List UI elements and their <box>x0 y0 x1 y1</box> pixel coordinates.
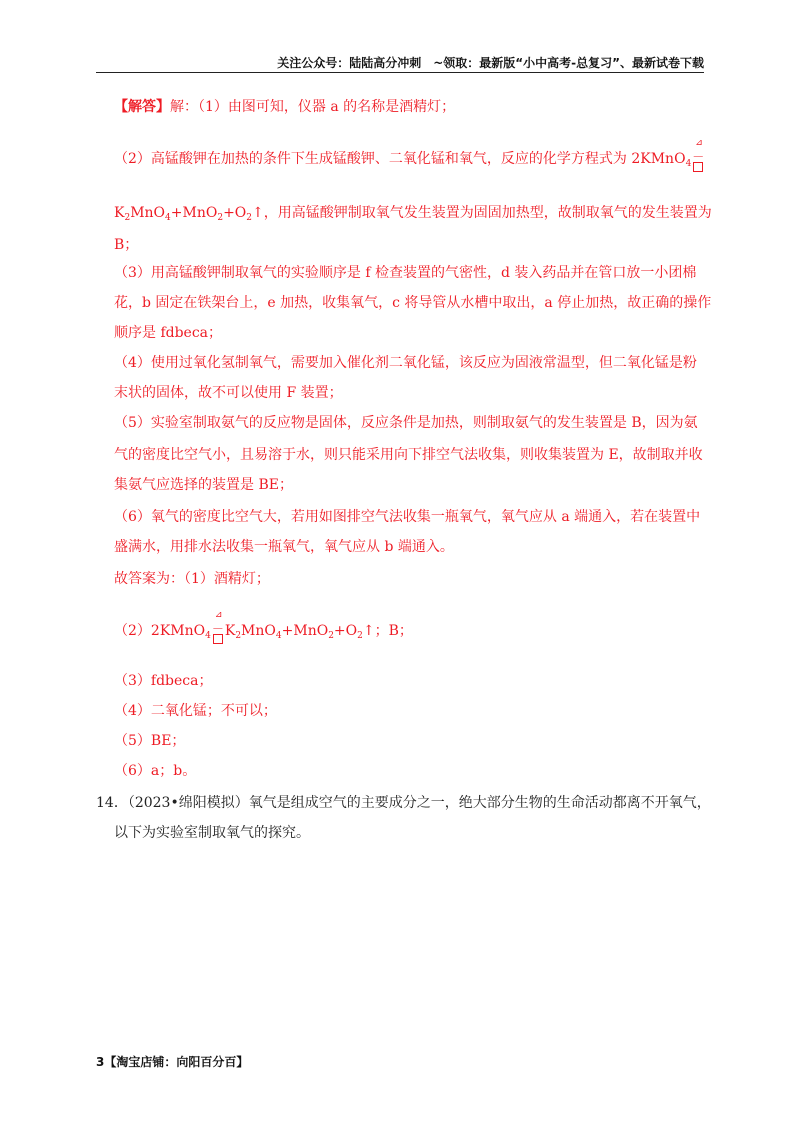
solution-line-4: B； <box>114 237 139 253</box>
solution-line-14: 盛满水，用排水法收集一瓶氧气，氧气应从 b 端通入。 <box>114 539 454 555</box>
solution-line-11: 气的密度比空气小，且易溶于水，则只能采用向下排空气法收集，则收集装置为 E，故制取并收 <box>114 447 703 463</box>
answer-3: （3）fdbeca； <box>114 673 213 689</box>
solution-line-1: 【解答】解：（1）由图可知，仪器 a 的名称是酒精灯； <box>114 99 456 115</box>
solution-line-8: （4）使用过氧化氢制氧气，需要加入催化剂二氧化锰，该反应为固液常温型，但二氧化锰是粉 <box>114 355 697 371</box>
solution-line-9: 末状的固体，故不可以使用 F 装置； <box>114 385 343 401</box>
solution-line-6: 花，b 固定在铁架台上，e 加热，收集氧气，c 将导管从水槽中取出，a 停止加热，故正确的操作 <box>114 295 712 311</box>
question-14-line-2: 以下为实验室制取氧气的探究。 <box>114 825 310 841</box>
solution-line-10: （5）实验室制取氨气的反应物是固体，反应条件是加热，则制取氨气的发生装置是 B，因为氨 <box>114 415 698 431</box>
question-14-line-1: 14．（2023•绵阳模拟）氧气是组成空气的主要成分之一，绝大部分生物的生命活动都离不开氧气， <box>96 795 711 811</box>
shop-label: 【淘宝店铺：向阳百分百】 <box>104 1055 249 1069</box>
answer-intro: 故答案为：（1）酒精灯； <box>114 571 270 587</box>
header-rule <box>96 72 704 73</box>
answer-4: （4）二氧化锰；不可以； <box>114 703 277 719</box>
solution-line-13: （6）氧气的密度比空气大，若用如图排空气法收集一瓶氧气，氧气应从 a 端通入，若在装置中 <box>114 509 701 525</box>
solution-line-3: $K_2MnO_4+MnO_2+O_2↑$，用高锰酸钾制取氧气发生装置为固固加热型，故制取氧气的发生装置为 <box>114 205 712 223</box>
answer-6: （6）a；b。 <box>114 763 197 779</box>
page-header: 关注公众号：陆陆高分冲刺 ~领取：最新版“小中高考-总复习”、最新试卷下载 <box>277 56 704 70</box>
page-number: 3 <box>96 1055 105 1069</box>
answer-5: （5）BE； <box>114 733 186 749</box>
solution-line-2: （2）高锰酸钾在加热的条件下生成锰酸钾、二氧化锰和氧气，反应的化学方程式为 2KMnO$_4$ ⊿ － <box>114 150 705 168</box>
solution-line-12: 集氨气应选择的装置是 BE； <box>114 477 293 493</box>
heating-condition-symbol: ⊿ － <box>211 622 225 640</box>
heating-condition-symbol: ⊿ － <box>691 150 705 168</box>
solution-tag: 【解答】 <box>114 99 170 115</box>
solution-line-7: 顺序是 fdbeca； <box>114 325 223 341</box>
page-footer <box>96 1053 248 1070</box>
solution-line-5: （3）用高锰酸钾制取氧气的实验顺序是 f 检查装置的气密性，d 装入药品并在管口放一小团棉 <box>114 265 697 281</box>
answer-2: （2）2KMnO$_4$ ⊿ － $K_2MnO_4+MnO_2+O_2↑$；B； <box>114 622 413 640</box>
